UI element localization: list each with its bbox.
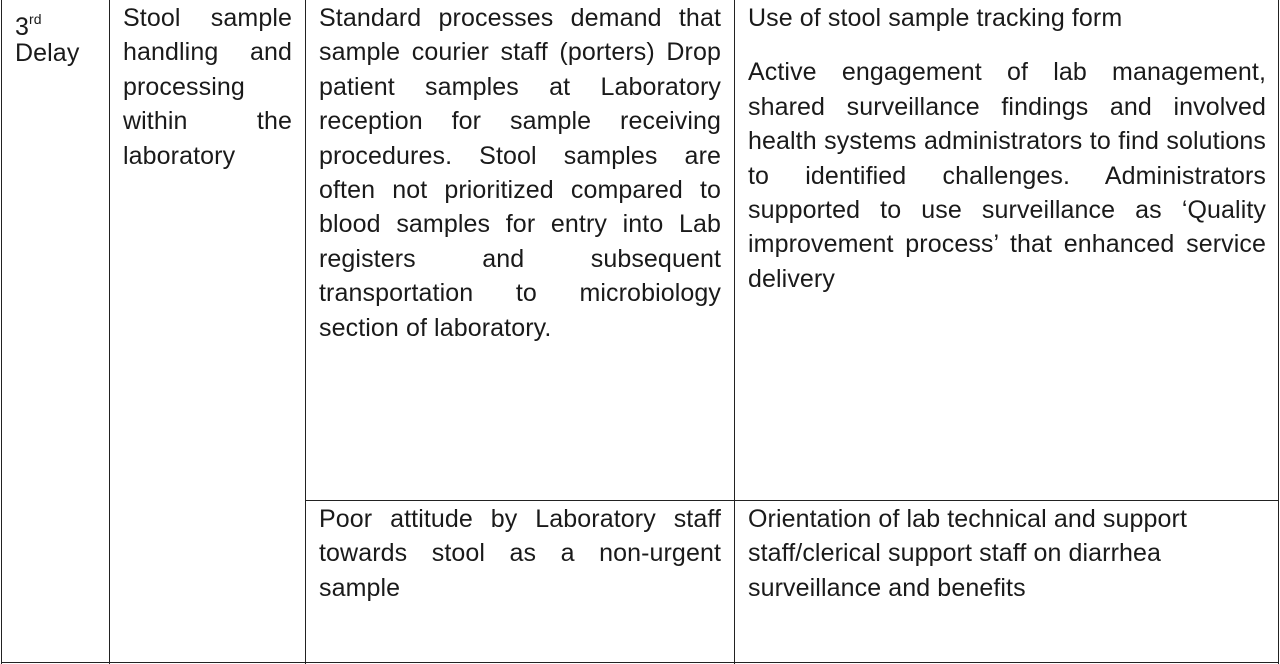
delay-ordinal-suffix: rd — [29, 11, 42, 27]
table-divider-col1 — [109, 0, 110, 664]
table-border-right — [1278, 0, 1279, 664]
stage-description-cell — [123, 1, 292, 173]
solution-text-1b: Active engagement of lab management, shared surveillance findings and involved health systems administrators to find solutions to identified challenges. Administrators supported to use surveillance as ‘Quality improvement process’ that enhanced service delivery — [748, 58, 1266, 293]
delay-label: Delay — [15, 39, 80, 67]
solution-cell-2 — [748, 502, 1266, 605]
delay-label-cell — [15, 2, 105, 70]
challenge-text-2: Poor attitude by Laboratory staff towards stool as a non-urgent sample — [319, 505, 721, 602]
solution-cell-1 — [748, 1, 1266, 296]
challenge-cell-1 — [319, 1, 721, 345]
challenge-cell-2 — [319, 502, 721, 605]
table-divider-col2 — [305, 0, 306, 664]
table-row-divider — [305, 500, 1279, 501]
solution-text-2: Orientation of lab technical and support staff/clerical support staff on diarrhea surveillance and benefits — [748, 505, 1187, 602]
table-border-left — [1, 0, 2, 664]
delay-number: 3rd — [15, 11, 42, 41]
challenge-text-1: Standard processes demand that sample courier staff (porters) Drop patient samples at Laboratory reception for sample receiving procedures. Stool samples are often not prioritized compared to blood samples for entry into Lab registers and subsequent transportation to microbiology section of laboratory. — [319, 4, 721, 342]
table-border-bottom — [1, 662, 1279, 663]
stage-description: Stool sample handling and processing within the laboratory — [123, 4, 292, 170]
solution-text-1a: Use of stool sample tracking form — [748, 4, 1123, 32]
table-divider-col3 — [734, 0, 735, 664]
